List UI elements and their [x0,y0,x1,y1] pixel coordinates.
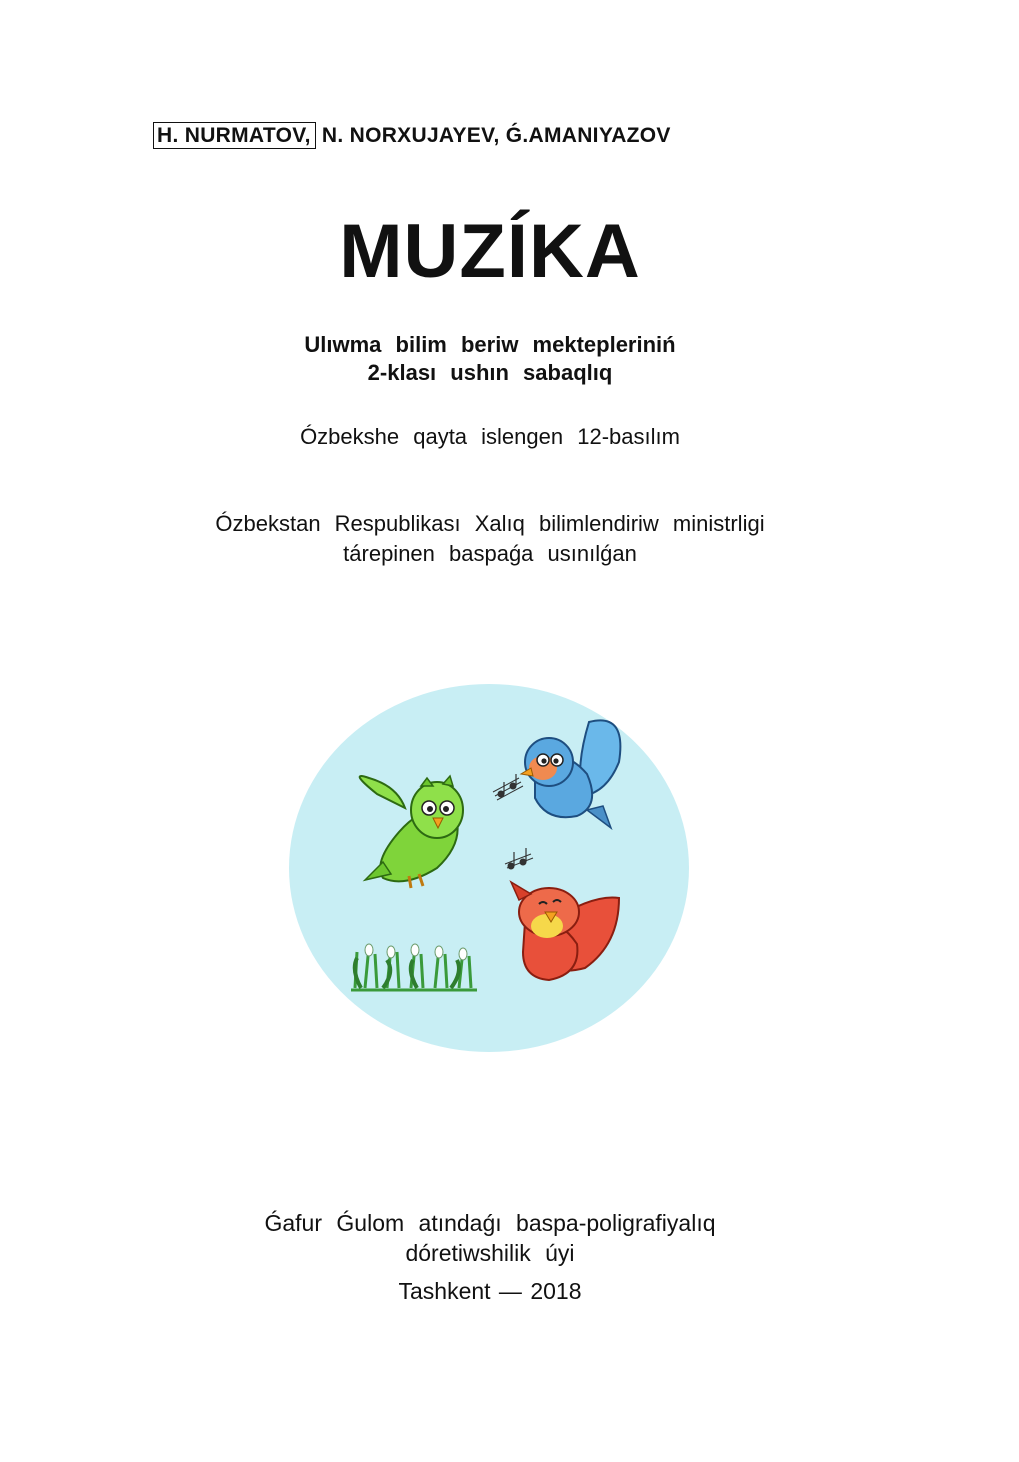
book-title: MUZÍKA [339,209,641,294]
ministry-line-2: tárepinen baspaǵa usınılǵan [343,541,637,566]
city-year: Tashkent — 2018 [398,1278,582,1304]
birds-illustration [287,682,691,1054]
publisher-line-1: Ǵafur Ǵulom atındaǵı baspa-poligrafiyalıq [264,1210,716,1236]
publisher-line-2: dóretiwshilik úyi [405,1240,575,1266]
ministry-approval [0,509,980,569]
edition-note: Ózbekshe qayta islengen 12-basılım [300,424,680,449]
subtitle-line-1: Ulıwma bilim beriw mektepleriniń [304,332,676,357]
authors-line [153,124,671,148]
author-boxed: H. NURMATOV, [153,122,316,149]
sky-circle [289,684,689,1052]
subtitle [0,331,980,387]
ministry-line-1: Ózbekstan Respublikası Xalıq bilimlendiriw ministrligi [215,511,765,536]
publisher [0,1208,980,1268]
subtitle-line-2: 2-klası ushın sabaqlıq [367,360,613,385]
author-others: N. NORXUJAYEV, Ǵ.AMANIYAZOV [315,124,671,147]
